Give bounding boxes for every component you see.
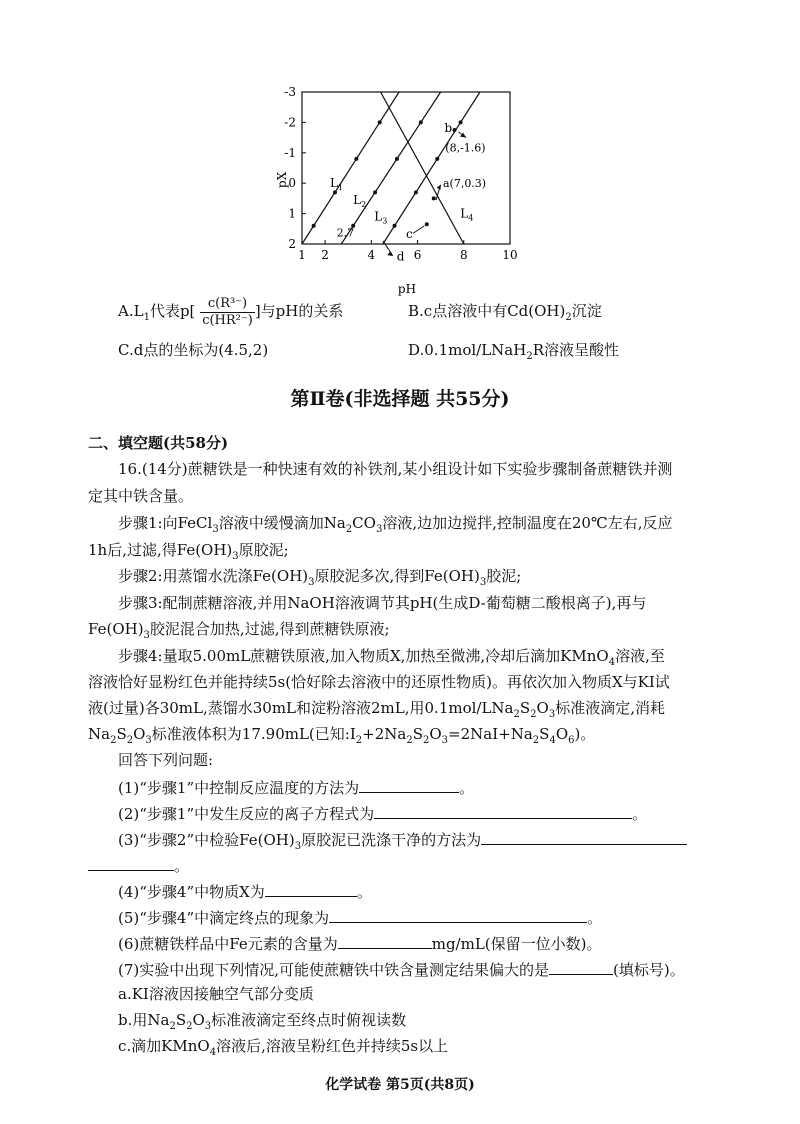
plot-frame (302, 92, 510, 244)
data-point (435, 157, 439, 161)
y-tick-label: 1 (288, 206, 296, 221)
q16-7-option-c: c.滴加KMnO$_4$溶液后,溶液呈粉红色并持续5s以上 (118, 1037, 449, 1058)
x-tick-label: 8 (459, 248, 468, 262)
arrow-a-head (437, 185, 441, 190)
fill-heading: 二、填空题(共58分) (88, 434, 229, 452)
x-tick-label: 10 (502, 248, 518, 262)
option-b: B.c点溶液中有$Cd(OH)_2$沉淀 (408, 302, 602, 323)
y-tick-label: 2 (288, 237, 296, 251)
point-a-coord: a(7,0.3) (442, 177, 487, 191)
answer-blank-2[interactable] (374, 802, 632, 819)
q16-6: (6)蔗糖铁样品中Fe元素的含量为 mg/mL(保留一位小数)。 (118, 932, 602, 954)
answer-blank-7[interactable] (549, 958, 613, 975)
series-line-l3 (383, 92, 480, 244)
y-tick-label: -2 (284, 115, 296, 130)
q16-3-cont: 。 (88, 854, 189, 876)
step4-line2: 溶液恰好显粉红色并能持续5s(恰好除去溶液中的还原性物质)。再依次加入物质X与KI试 (88, 673, 670, 691)
answer-blank-4[interactable] (265, 880, 357, 897)
data-point (378, 120, 382, 124)
step1-line1: 步骤1:向FeCl$_3$溶液中缓慢滴加$Na_2CO_3$溶液,边加边搅拌,控制温度在20℃左右,反应 (118, 514, 673, 535)
section-title: 第Ⅱ卷(非选择题 共55分) (290, 388, 510, 410)
data-point (354, 157, 358, 161)
option-c: C.d点的坐标为(4.5,2) (118, 341, 269, 359)
data-point (414, 190, 418, 194)
point-b (453, 128, 457, 132)
x-tick-label: 2 (321, 248, 329, 262)
point-d-label: d (396, 249, 405, 264)
q16-intro-2: 定其中铁含量。 (88, 487, 194, 505)
arrow-d-head (387, 251, 393, 256)
option-a: $A.L_1$代表p[ $\frac{\text{c(R³⁻)}}{\text{c(HR²⁻)}}$ ]与pH的关系 (118, 295, 344, 328)
q16-3: (3)“步骤2”中检验$Fe(OH)_3$原胶泥已洗涤干净的方法为 (118, 828, 687, 857)
label-l1: $L_1$ (330, 176, 344, 193)
q16-1: (1)“步骤1”中控制反应温度的方法为 。 (118, 776, 474, 798)
q16-7-option-b: b.用$Na_2S_2O_3$标准液滴定至终点时俯视读数 (118, 1011, 407, 1032)
x-axis-label: pH (397, 282, 417, 296)
series-line-l2 (341, 92, 440, 244)
answer-blank-3b[interactable] (88, 854, 174, 871)
data-point (373, 190, 377, 194)
y-tick-label: -1 (284, 145, 296, 160)
q16-7-option-a: a.KI溶液因接触空气部分变质 (118, 985, 314, 1003)
answer-intro: 回答下列问题: (118, 751, 214, 769)
point-c (425, 222, 429, 226)
data-point (459, 120, 463, 124)
x-tick-label: 4 (367, 248, 376, 262)
step1-line2: 1h后,过滤,得$Fe(OH)_3$原胶泥; (88, 541, 289, 562)
q16-7: (7)实验中出现下列情况,可能使蔗糖铁中铁含量测定结果偏大的是 (填标号)。 (118, 958, 685, 980)
q16-intro-1: 16.(14分)蔗糖铁是一种快速有效的补铁剂,某小组设计如下实验步骤制备蔗糖铁并测 (118, 460, 673, 478)
x-tick-label: 6 (413, 248, 422, 262)
step3-line1: 步骤3:配制蔗糖溶液,并用NaOH溶液调节其pH(生成D-葡萄糖二酸根离子),再与 (118, 594, 647, 612)
fraction: $\frac{\text{c(R³⁻)}}{\text{c(HR²⁻)}}$ (202, 295, 253, 328)
series-line-l4 (381, 92, 464, 244)
q16-5: (5)“步骤4”中滴定终点的现象为 。 (118, 906, 602, 928)
step4-line4: $Na_2S_2O_3$标准液体积为17.90mL(已知$:I_2+2Na_2S_2O_3=2NaI+Na_2S_4O_6$)。 (88, 725, 596, 746)
answer-blank-1[interactable] (359, 776, 459, 793)
point-b-label: b (444, 121, 453, 135)
label-l3: $L_3$ (374, 209, 388, 226)
data-point (395, 157, 399, 161)
y-tick-label: 0 (288, 176, 296, 191)
data-point (333, 190, 337, 194)
data-point (393, 224, 397, 228)
page-footer: 化学试卷 第5页(共8页) (325, 1077, 475, 1093)
px-ph-chart (270, 80, 530, 300)
y-axis-label: pX (275, 171, 289, 189)
label-l2: $L_2$ (353, 192, 367, 209)
answer-blank-5[interactable] (329, 906, 587, 923)
option-d: D.0.1mol/LNaH$_2$R溶液呈酸性 (408, 341, 620, 362)
x-tick-label: 1 (298, 248, 306, 262)
data-point (419, 120, 423, 124)
q16-2: (2)“步骤1”中发生反应的离子方程式为 。 (118, 802, 647, 824)
answer-blank-3a[interactable] (481, 828, 687, 845)
step4-line3: 液(过量)各30mL,蒸馏水30mL和淀粉溶液2mL,用$0.1mol/LNa_2S_2O_3$标准液滴定,消耗 (88, 699, 666, 720)
label-l4: $L_4$ (460, 206, 474, 223)
q16-4: (4)“步骤4”中物质X为 。 (118, 880, 372, 902)
step4-line1: 步骤4:量取5.00mL蔗糖铁原液,加入物质X,加热至微沸,冷却后滴加KMnO$_4$溶液,至 (118, 647, 665, 668)
point-b-coord: (8,-1.6) (445, 141, 486, 155)
data-point (312, 224, 316, 228)
answer-blank-6[interactable] (338, 932, 432, 949)
arrow-c (413, 226, 425, 234)
step3-line2: $Fe(OH)_3$胶泥混合加热,过滤,得到蔗糖铁原液; (88, 620, 390, 641)
point-a (432, 196, 436, 200)
label-2-7: 2.7 (336, 226, 355, 240)
point-c-label: c (406, 226, 413, 241)
step2: 步骤2:用蒸馏水洗涤$Fe(OH)_3$原胶泥多次,得到$Fe(OH)_3$胶泥; (118, 567, 522, 588)
y-tick-label: -3 (284, 85, 296, 99)
